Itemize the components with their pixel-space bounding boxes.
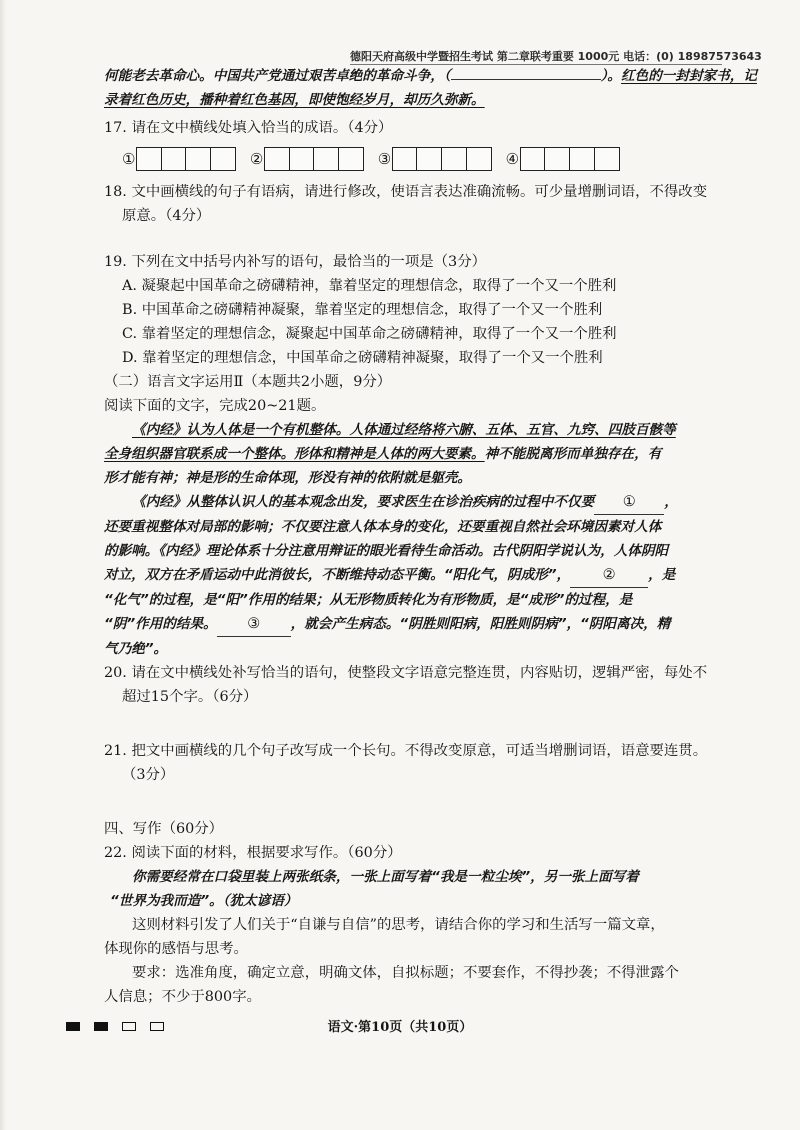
idiom-box-group-4 xyxy=(506,147,620,171)
task-line: 这则材料引发了人们关于“自谦与自信”的思考，请结合你的学习和生活写一篇文章， xyxy=(132,917,665,933)
scan-edge-shadow xyxy=(0,0,6,1130)
passage-text: 的影响。《内经》理论体系十分注意用辩证的眼光看待生命活动。古代阴阳学说认为，人体阴阳 xyxy=(104,543,669,559)
answer-cell[interactable] xyxy=(264,147,290,171)
page-number: 语文·第10页（共10页） xyxy=(327,1020,473,1035)
passage-line xyxy=(104,563,734,588)
passage-line xyxy=(104,637,734,661)
option-c: C. 靠着坚定的理想信念，凝聚起中国革命之磅礴精神，取得了一个又一个胜利 xyxy=(122,326,617,342)
circle-number: ② xyxy=(249,150,264,168)
circle-number: ① xyxy=(122,150,136,168)
answer-cell[interactable] xyxy=(136,147,162,171)
section-4-title: 四、写作（60分） xyxy=(104,821,224,837)
idiom-box-group-3 xyxy=(378,147,492,171)
passage-text: “化气”的过程，是“阳”作用的结果；从无形物质转化为有形物质，是“成形”的过程，是 xyxy=(104,592,633,608)
answer-cell[interactable] xyxy=(185,147,211,171)
requirement-line: 人信息；不少于800字。 xyxy=(104,989,261,1005)
spacer xyxy=(104,787,734,817)
idiom-answer-boxes xyxy=(122,142,734,176)
question-21-cont: （3分） xyxy=(122,767,175,783)
question-19-stem: 19. 下列在文中括号内补写的语句，最恰当的一项是（3分） xyxy=(104,254,486,270)
fill-blank-2[interactable]: ② xyxy=(570,563,648,588)
circle-number: ③ xyxy=(377,150,392,168)
answer-cell[interactable] xyxy=(161,147,187,171)
passage-line xyxy=(104,442,734,466)
option-a: A. 凝聚起中国革命之磅礴精神，靠着坚定的理想信念，取得了一个又一个胜利 xyxy=(122,278,617,294)
answer-cell[interactable] xyxy=(466,147,492,171)
passage-text: 还要重视整体对局部的影响；不仅要注意人体本身的变化，还要重视自然社会环境因素对人体 xyxy=(104,519,662,535)
answer-cell[interactable] xyxy=(313,147,339,171)
spacer xyxy=(104,228,734,246)
passage-text: 对立，双方在矛盾运动中此消彼长，不断维持动态平衡。“阳化气，阴成形”， xyxy=(104,567,571,583)
material-text: 你需要经常在口袋里装上两张纸条，一张上面写着“我是一粒尘埃”，另一张上面写着 xyxy=(132,869,639,885)
question-18: 18. 文中画横线的句子有语病，请进行修改，使语言表达准确流畅。可少量增删词语，不得改变 xyxy=(104,184,708,200)
passage-line xyxy=(104,612,734,637)
fill-blank-3[interactable]: ③ xyxy=(217,612,291,637)
answer-cell[interactable] xyxy=(210,147,236,171)
answer-cell[interactable] xyxy=(569,147,595,171)
passage-text: “阴”作用的结果。 xyxy=(104,616,217,632)
option-d: D. 靠着坚定的理想信念，中国革命之磅礴精神凝聚，取得了一个又一个胜利 xyxy=(122,350,603,366)
passage-text: ）。 xyxy=(600,68,622,84)
section-2-title: （二）语言文字运用Ⅱ（本题共2小题，9分） xyxy=(104,374,392,390)
passage-line xyxy=(104,515,734,539)
requirement-line: 要求：选准角度，确定立意，明确文体，自拟标题；不要套作，不得抄袭；不得泄露个 xyxy=(132,965,679,981)
passage-text: 神不能脱离形而单独存在，有 xyxy=(484,446,662,462)
task-line: 体现你的感悟与思考。 xyxy=(104,941,248,957)
header-strip: 德阳天府高级中学暨招生考试 第二章联考重要 1000元 电话：(0) 18987573643 xyxy=(350,50,762,63)
passage-line: 《内经》从整体认识人的基本观念出发，要求医生在诊治疾病的过程中不仅要 ① ， xyxy=(104,490,734,515)
answer-cell[interactable] xyxy=(594,147,620,171)
passage-line xyxy=(104,539,734,563)
answer-cell[interactable] xyxy=(338,147,364,171)
underlined-sentence: 红色的一封封家书，记 xyxy=(621,68,757,84)
page-footer xyxy=(0,1014,800,1038)
material-line xyxy=(104,889,734,913)
question-20: 20. 请在文中横线处补写恰当的语句，使整段文字语意完整连贯，内容贴切，逻辑严密，每处不 xyxy=(104,665,708,681)
answer-cell[interactable] xyxy=(416,147,442,171)
passage-tail-line-2 xyxy=(104,88,734,112)
passage-text: 形才能有神；神是形的生命体现，形没有神的依附就是躯壳。 xyxy=(104,470,472,486)
passage-text: ，就会产生病态。“阴胜则阳病，阳胜则阴病”，“阴阳离决，精 xyxy=(290,616,671,632)
answer-cell[interactable] xyxy=(441,147,467,171)
passage-text: 《内经》从整体认识人的基本观念出发，要求医生在诊治疾病的过程中不仅要 xyxy=(132,494,595,510)
question-21: 21. 把文中画横线的几个句子改写成一个长句。不得改变原意，可适当增删词语，语意要连贯。 xyxy=(104,743,708,759)
passage-text: 气乃绝”。 xyxy=(104,641,168,657)
material-text: “世界为我而造”。（犹太谚语） xyxy=(110,893,298,909)
underlined-sentence: 录着红色历史，播种着红色基因，即使饱经岁月，却历久弥新。 xyxy=(104,92,485,108)
passage-text: ，是 xyxy=(648,567,676,583)
material-line xyxy=(104,865,734,889)
question-20-cont: 超过15个字。（6分） xyxy=(122,689,258,705)
passage-tail-line-1 xyxy=(104,64,757,88)
passage-line xyxy=(104,588,734,612)
question-22-stem: 22. 阅读下面的材料，根据要求写作。（60分） xyxy=(104,845,402,861)
fill-blank-1[interactable]: ① xyxy=(594,490,664,515)
passage-line xyxy=(104,466,734,490)
idiom-box-group-2 xyxy=(250,147,364,171)
underlined-sentence: 全身组织器官联系成一个整体。形体和精神是人体的两大要素。 xyxy=(104,446,485,462)
answer-bracket-blank xyxy=(451,79,601,80)
page-content xyxy=(104,64,757,1009)
spacer xyxy=(104,709,734,739)
answer-cell[interactable] xyxy=(544,147,570,171)
passage-line xyxy=(104,418,734,442)
idiom-box-group-1 xyxy=(122,147,236,171)
question-18-cont: 原意。（4分） xyxy=(122,208,211,224)
circle-number: ④ xyxy=(505,150,520,168)
answer-cell[interactable] xyxy=(289,147,315,171)
option-b: B. 中国革命之磅礴精神凝聚，靠着坚定的理想信念，取得了一个又一个胜利 xyxy=(122,302,603,318)
question-17: 17. 请在文中横线处填入恰当的成语。（4分） xyxy=(104,120,393,136)
section-2-instruction: 阅读下面的文字，完成20~21题。 xyxy=(104,398,326,414)
passage-text: 何能老去革命心。中国共产党通过艰苦卓绝的革命斗争，（ xyxy=(104,68,451,84)
answer-cell[interactable] xyxy=(392,147,418,171)
answer-cell[interactable] xyxy=(520,147,546,171)
underlined-sentence: 《内经》认为人体是一个有机整体。人体通过经络将六腑、五体、五官、九窍、四肢百骸等 xyxy=(132,422,676,438)
